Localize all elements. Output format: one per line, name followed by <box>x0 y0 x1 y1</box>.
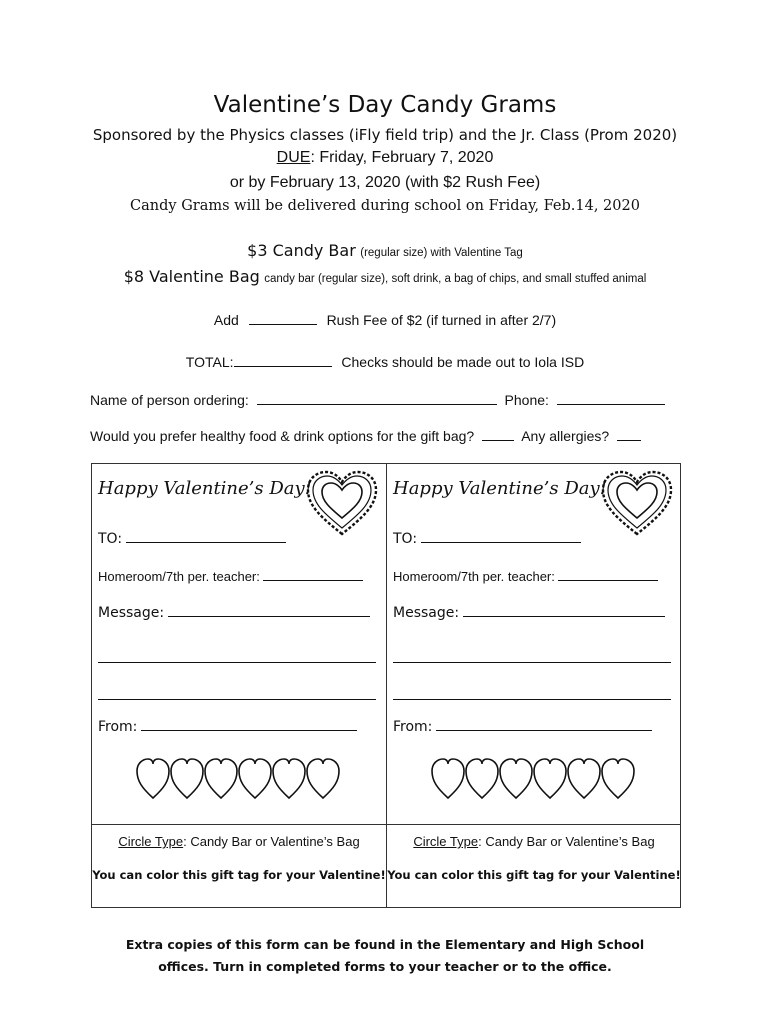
allergy-label: Any allergies? <box>521 428 610 444</box>
option-candy-bar-price: $3 Candy Bar <box>247 241 356 260</box>
preference-line <box>90 428 641 444</box>
message-label: Message: <box>393 605 460 621</box>
lace-heart-icon <box>304 468 380 540</box>
to-row <box>98 530 286 547</box>
circle-type-label: Circle Type <box>118 834 184 849</box>
sponsor-line: Sponsored by the Physics classes (iFly field trip) and the Jr. Class (Prom 2020) <box>92 126 678 144</box>
homeroom-blank[interactable] <box>263 568 363 581</box>
from-row <box>98 718 357 735</box>
name-blank[interactable] <box>257 392 497 405</box>
message-line-3[interactable] <box>98 699 376 700</box>
gift-tag-right <box>387 464 681 907</box>
circle-type-line <box>92 834 386 849</box>
due-date: : Friday, February 7, 2020 <box>310 149 494 166</box>
option-candy-bar-desc: (regular size) with Valentine Tag <box>360 247 523 259</box>
message-line-2[interactable] <box>98 662 376 663</box>
to-row <box>393 530 581 547</box>
name-line <box>90 392 665 408</box>
to-label: TO: <box>98 531 123 547</box>
option-valentine-bag-desc: candy bar (regular size), soft drink, a bag of chips, and small stuffed animal <box>264 273 647 285</box>
message-line-3[interactable] <box>393 699 671 700</box>
to-blank[interactable] <box>421 530 581 543</box>
total-label: TOTAL: <box>185 354 234 370</box>
due-line <box>0 149 770 167</box>
circle-type-options: : Candy Bar or Valentine’s Bag <box>183 834 360 849</box>
total-line <box>0 354 770 370</box>
rush-fee-blank[interactable] <box>249 312 317 325</box>
name-label: Name of person ordering: <box>90 392 249 408</box>
circle-type-label: Circle Type <box>413 834 479 849</box>
gift-tag-left <box>92 464 386 907</box>
message-row <box>393 604 665 621</box>
rush-line: or by February 13, 2020 (with $2 Rush Fee) <box>229 174 541 191</box>
tag-title: Happy Valentine’s Day! <box>393 478 607 499</box>
color-note: You can color this gift tag for your Valentine! <box>92 868 386 882</box>
option-candy-bar <box>0 241 770 261</box>
homeroom-label: Homeroom/7th per. teacher: <box>98 569 260 584</box>
message-line-2[interactable] <box>393 662 671 663</box>
delivery-line: Candy Grams will be delivered during school on Friday, Feb.14, 2020 <box>130 198 640 214</box>
allergy-blank[interactable] <box>617 428 641 441</box>
from-label: From: <box>98 719 138 735</box>
add-label: Add <box>213 312 239 328</box>
phone-label: Phone: <box>504 392 549 408</box>
hearts-row-icon <box>136 756 346 802</box>
option-valentine-bag <box>0 267 770 287</box>
tag-title: Happy Valentine’s Day! <box>98 478 312 499</box>
homeroom-row <box>98 568 363 584</box>
circle-type-options: : Candy Bar or Valentine’s Bag <box>478 834 655 849</box>
from-label: From: <box>393 719 433 735</box>
gift-tags-box <box>91 463 681 908</box>
due-label: DUE <box>276 149 311 166</box>
message-blank[interactable] <box>168 604 370 617</box>
homeroom-blank[interactable] <box>558 568 658 581</box>
from-row <box>393 718 652 735</box>
message-row <box>98 604 370 621</box>
message-label: Message: <box>98 605 165 621</box>
from-blank[interactable] <box>436 718 652 731</box>
option-valentine-bag-price: $8 Valentine Bag <box>123 267 260 286</box>
to-blank[interactable] <box>126 530 286 543</box>
lace-heart-icon <box>599 468 675 540</box>
from-blank[interactable] <box>141 718 357 731</box>
rush-fee-label: Rush Fee of $2 (if turned in after 2/7) <box>326 312 557 328</box>
preference-label: Would you prefer healthy food & drink options for the gift bag? <box>90 428 475 444</box>
message-blank[interactable] <box>463 604 665 617</box>
tag-separator <box>387 824 681 825</box>
add-rush-line <box>0 312 770 328</box>
hearts-row-icon <box>431 756 641 802</box>
homeroom-row <box>393 568 658 584</box>
checks-note: Checks should be made out to Iola ISD <box>341 354 585 370</box>
homeroom-label: Homeroom/7th per. teacher: <box>393 569 555 584</box>
phone-blank[interactable] <box>557 392 665 405</box>
page-title: Valentine’s Day Candy Grams <box>213 92 557 118</box>
footer-note: Extra copies of this form can be found in the Elementary and High School offices. Turn in completed forms to your teacher or to the office. <box>125 937 645 974</box>
tag-separator <box>92 824 386 825</box>
preference-blank[interactable] <box>482 428 514 441</box>
color-note: You can color this gift tag for your Valentine! <box>387 868 681 882</box>
to-label: TO: <box>393 531 418 547</box>
circle-type-line <box>387 834 681 849</box>
total-blank[interactable] <box>234 354 332 367</box>
